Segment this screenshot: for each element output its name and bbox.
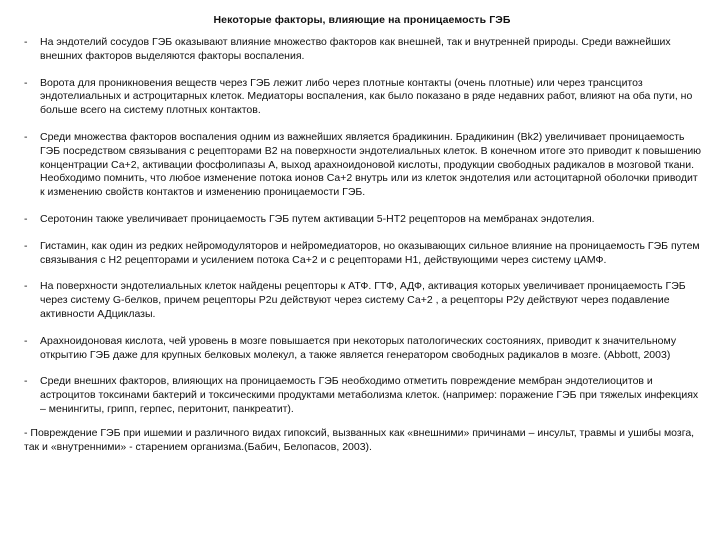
list-item [22,335,702,363]
bullet-dash: - [24,212,28,225]
list-item-text: На поверхности эндотелиальных клеток найдены рецепторы к АТФ. ГТФ, АДФ, активация которых увеличивает проницаемость ГЭБ через систему G-белков, причем рецепторы P2u действуют через систему Са+2 , а рецепторы P2y действуют через подавление активности АДциклазы. [40,280,686,320]
list-item [22,131,702,200]
bullet-dash: - [24,334,28,347]
bullet-dash: - [24,130,28,143]
bullet-dash: - [24,239,28,252]
bullet-dash: - [24,76,28,89]
list-item-text: Гистамин, как один из редких нейромодуляторов и нейромедиаторов, но оказывающих сильное влияние на проницаемость ГЭБ путем связывания с H2 рецепторами и усилением потока Са+2 и с рецепторами H1, действующими через систему цАМФ. [40,239,700,266]
list-item [22,77,702,118]
list-item [22,36,702,64]
bullet-dash: - [24,375,28,388]
factor-list [22,36,702,417]
footer-note: - Повреждение ГЭБ при ишемии и различного видах гипоксий, вызванных как «внешними» причинами – инсульт, травмы и ушибы мозга, так и «внутренними» - старением организма.(Бабич, Белопасов, 2003). [24,426,695,453]
list-item-text: Среди внешних факторов, влияющих на проницаемость ГЭБ необходимо отметить повреждение мембран эндотелиоцитов и астроцитов токсинами бактерий и токсическими продуктами метаболизма клеток. (например: поражение ГЭБ при тяжелых инфекциях – менингиты, грипп, герпес, перитонит, панкреатит). [40,375,699,415]
list-item-text: Арахноидоновая кислота, чей уровень в мозге повышается при некоторых патологических состояниях, приводит к значительному открытию ГЭБ даже для крупных белковых молекул, а также является генератором свободных радикалов в мозге. (Abbott, 2003) [40,334,677,361]
list-item [22,240,702,268]
list-item-text: Серотонин также увеличивает проницаемость ГЭБ путем активации 5-HT2 рецепторов на мембранах эндотелия. [40,212,595,225]
list-item [22,375,702,416]
list-item-text: Ворота для проникновения веществ через ГЭБ лежит либо через плотные контакты (очень плотные) или через трансцитоз эндотелиальных и астроцитарных клеток. Медиаторы воспаления, как было показано в ряде недавних работ, влияют на оба пути, но больше всего на систему плотных контактов. [40,76,693,117]
bullet-dash: - [24,36,28,48]
list-item [22,213,702,227]
list-item-text: На эндотелий сосудов ГЭБ оказывают влияние множество факторов как внешней, так и внутренней природы. Среди важнейших внешних факторов выделяются факторы воспаления. [40,36,671,62]
bullet-dash: - [24,280,28,293]
list-item-text: Среди множества факторов воспаления одним из важнейших является брадикинин. Брадикинин (Bk2) увеличивает проницаемость ГЭБ посредством связывания с рецепторами B2 на поверхности эндотелиальных клеток. В конечном итоге это приводит к повышению концентрации Са+2, активации фосфолипазы А, выход арахноидоновой кислоты, продукции свободных радикалов в мозговой ткани. Необходимо помнить, что любое изменение потока ионов Са+2 внутрь или из клеток эндотелия или астоцитарной оболочки приводит к изменению свойств контактов и изменению проницаемости ГЭБ. [40,130,702,199]
document-title: Некоторые факторы, влияющие на проницаемость ГЭБ [213,14,511,26]
list-item [22,280,702,321]
